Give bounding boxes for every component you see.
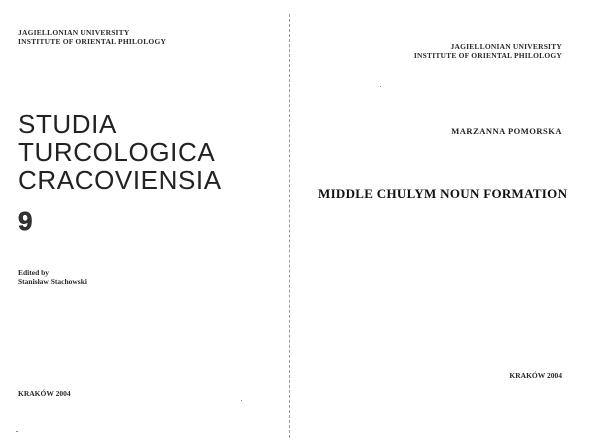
institution-heading <box>18 29 166 46</box>
left-page <box>0 0 288 440</box>
imprint-place-year: KRAKÓW 2004 <box>509 371 562 380</box>
author-name: MARZANNA POMORSKA <box>451 126 562 136</box>
series-title <box>18 110 222 194</box>
scan-speck <box>380 86 381 87</box>
book-title: MIDDLE CHULYM NOUN FORMATION <box>318 186 568 201</box>
editor-credit <box>18 268 87 286</box>
institution-name: JAGIELLONIAN UNIVERSITY <box>450 42 562 51</box>
institute-name: INSTITUTE OF ORIENTAL PHILOLOGY <box>18 36 167 46</box>
volume-number: 9 <box>18 206 33 236</box>
institute-name: INSTITUTE OF ORIENTAL PHILOLOGY <box>413 50 562 60</box>
series-title-line-2: TURCOLOGICA <box>18 137 216 167</box>
series-title-line-3: CRACOVIENSIA <box>18 165 222 195</box>
institution-name: JAGIELLONIAN UNIVERSITY <box>18 28 130 37</box>
scan-speck <box>241 400 242 401</box>
scan-speck <box>16 431 18 432</box>
edited-by-label: Edited by <box>18 268 50 277</box>
imprint-place-year: KRAKÓW 2004 <box>18 389 71 398</box>
institution-heading <box>414 43 562 60</box>
page-gutter <box>289 14 290 438</box>
editor-name: Stanisław Stachowski <box>18 277 87 286</box>
right-page <box>292 0 600 440</box>
series-title-line-1: STUDIA <box>18 109 117 139</box>
